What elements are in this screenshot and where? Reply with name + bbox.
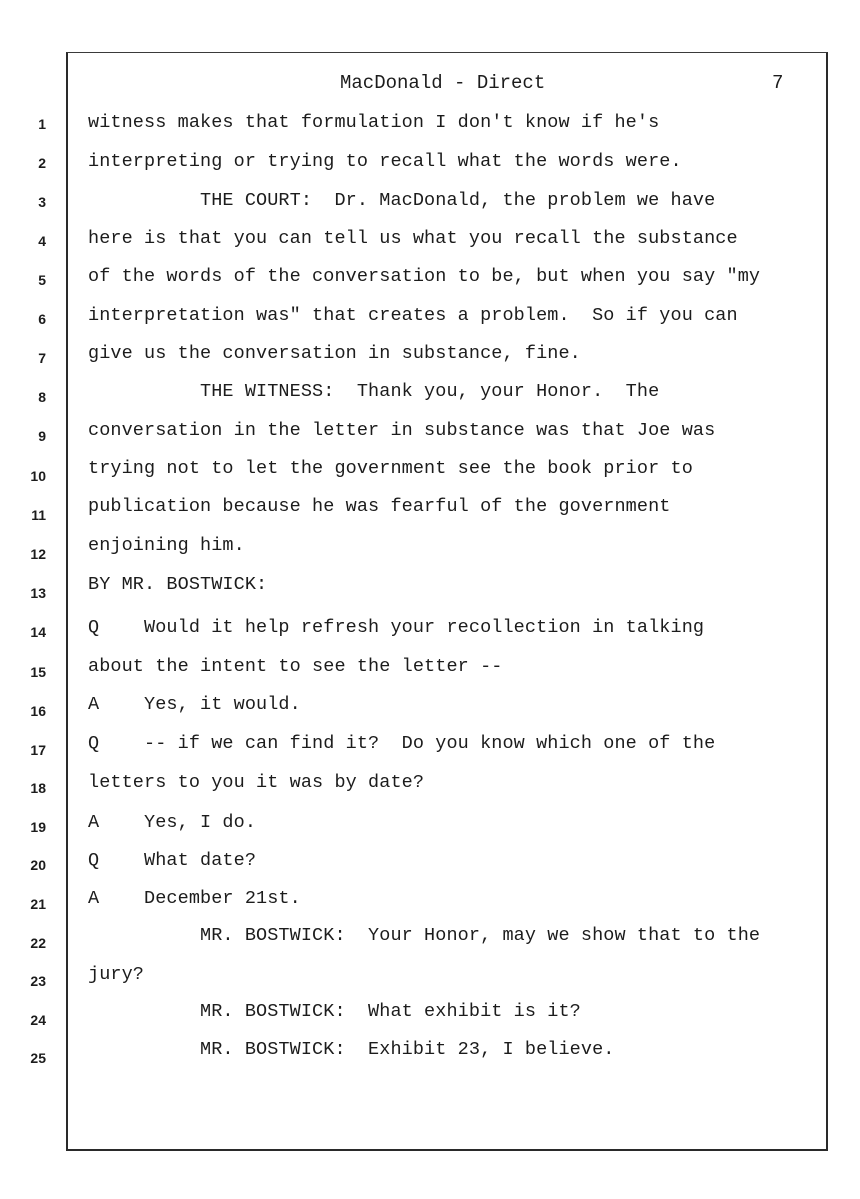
page-header: [0, 72, 860, 100]
line-text: conversation in the letter in substance was that Joe was: [88, 420, 716, 441]
line-text: MR. BOSTWICK: Exhibit 23, I believe.: [88, 1039, 615, 1060]
line-number: 22: [30, 935, 46, 951]
line-number: 14: [30, 624, 46, 640]
line-number: 24: [30, 1012, 46, 1028]
line-text: give us the conversation in substance, fine.: [88, 343, 581, 364]
line-text: here is that you can tell us what you recall the substance: [88, 228, 738, 249]
line-number: 12: [30, 546, 46, 562]
line-number: 2: [38, 155, 46, 171]
line-number: 17: [30, 742, 46, 758]
line-text: about the intent to see the letter --: [88, 656, 503, 677]
line-text: Q What date?: [88, 850, 257, 871]
line-text: A Yes, it would.: [88, 694, 301, 715]
line-number: 15: [30, 664, 46, 680]
page-number: 7: [772, 72, 784, 94]
line-text: A December 21st.: [88, 888, 301, 909]
line-number: 7: [38, 350, 46, 366]
line-number: 13: [30, 585, 46, 601]
line-number: 20: [30, 857, 46, 873]
line-text: Q -- if we can find it? Do you know which one of the: [88, 733, 716, 754]
line-number: 16: [30, 703, 46, 719]
line-number: 18: [30, 780, 46, 796]
line-text: MR. BOSTWICK: Your Honor, may we show that to the: [88, 925, 761, 946]
line-number: 3: [38, 194, 46, 210]
line-text: of the words of the conversation to be, but when you say "my: [88, 266, 761, 287]
line-number: 8: [38, 389, 46, 405]
line-number: 25: [30, 1050, 46, 1066]
line-text: THE COURT: Dr. MacDonald, the problem we have: [88, 190, 716, 211]
line-text: trying not to let the government see the book prior to: [88, 458, 693, 479]
line-text: letters to you it was by date?: [88, 772, 425, 793]
line-text: enjoining him.: [88, 535, 245, 556]
line-text: interpretation was" that creates a problem. So if you can: [88, 305, 738, 326]
line-text: MR. BOSTWICK: What exhibit is it?: [88, 1001, 581, 1022]
line-number: 9: [38, 428, 46, 444]
line-number: 1: [38, 116, 46, 132]
line-text: jury?: [88, 964, 145, 985]
line-number: 11: [31, 507, 46, 523]
line-number: 21: [30, 896, 46, 912]
line-text: interpreting or trying to recall what the words were.: [88, 151, 682, 172]
line-number: 10: [30, 468, 46, 484]
header-title: MacDonald - Direct: [340, 72, 546, 94]
line-text: BY MR. BOSTWICK:: [88, 574, 268, 595]
line-text: publication because he was fearful of the government: [88, 496, 671, 517]
line-text: A Yes, I do.: [88, 812, 257, 833]
line-number: 23: [30, 973, 46, 989]
page-border: [66, 52, 828, 1151]
line-text: THE WITNESS: Thank you, your Honor. The: [88, 381, 660, 402]
line-text: Q Would it help refresh your recollection in talking: [88, 617, 705, 638]
line-number: 5: [38, 272, 46, 288]
line-number: 4: [38, 233, 46, 249]
line-number: 19: [30, 819, 46, 835]
line-number: 6: [38, 311, 46, 327]
line-text: witness makes that formulation I don't know if he's: [88, 112, 660, 133]
